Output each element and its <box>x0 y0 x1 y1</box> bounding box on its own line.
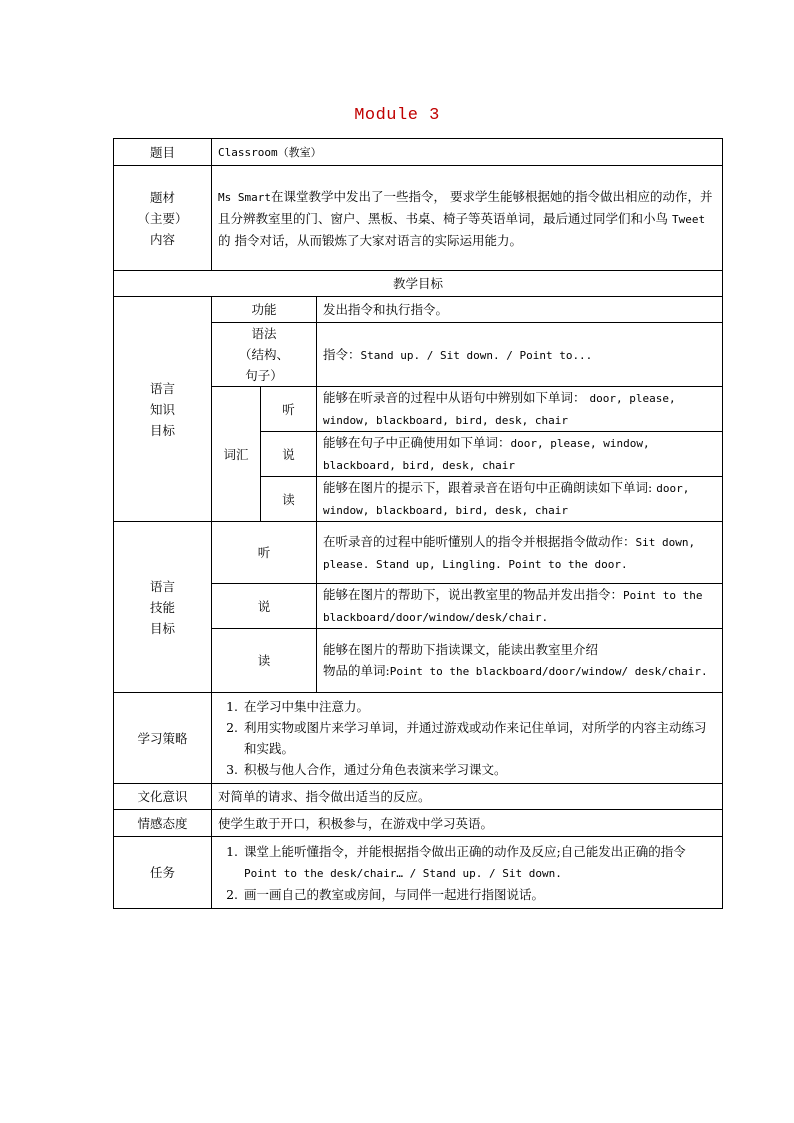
task-label: 任务 <box>114 837 212 909</box>
topic-label: 题目 <box>114 139 212 166</box>
language-skill-label: 语言 技能 目标 <box>114 522 212 693</box>
vocab-listen-value: 能够在听录音的过程中从语句中辨别如下单词： door, please, window, blackboard, bird, desk, chair <box>317 387 723 432</box>
material-label: 题材 （主要） 内容 <box>114 166 212 271</box>
task-item: 1. 课堂上能听懂指令，并能根据指令做出正确的动作及反应;自己能发出正确的指令Point to the desk/chair… / Stand up. / Sit down. <box>242 841 716 884</box>
vocab-read-value: 能够在图片的提示下，跟着录音在语句中正确朗读如下单词: door, window, blackboard, bird, desk, chair <box>317 477 723 522</box>
attitude-row <box>114 810 723 837</box>
function-value: 发出指令和执行指令。 <box>317 297 723 323</box>
vocab-listen-label: 听 <box>261 387 317 432</box>
attitude-label: 情感态度 <box>114 810 212 837</box>
function-label: 功能 <box>212 297 317 323</box>
strategy-label: 学习策略 <box>114 693 212 784</box>
vocab-label: 词汇 <box>212 387 261 522</box>
skill-listen-row <box>114 522 723 584</box>
culture-value: 对简单的请求、指令做出适当的反应。 <box>212 784 723 810</box>
material-row <box>114 166 723 271</box>
document-title: Module 3 <box>354 106 440 125</box>
task-list-cell <box>212 837 723 909</box>
vocab-speak-label: 说 <box>261 432 317 477</box>
strategy-list <box>218 696 716 780</box>
skill-read-value: 能够在图片的帮助下指读课文，能读出教室里介绍 物品的单词:Point to the blackboard/door/window/ desk/chair. <box>317 629 723 693</box>
topic-value: Classroom（教室） <box>212 139 723 166</box>
culture-row <box>114 784 723 810</box>
goals-header-row <box>114 271 723 297</box>
grammar-label: 语法 （结构、 句子） <box>212 323 317 387</box>
strategy-row <box>114 693 723 784</box>
task-item: 2. 画一画自己的教室或房间，与同伴一起进行指图说话。 <box>242 884 716 905</box>
culture-label: 文化意识 <box>114 784 212 810</box>
skill-listen-value: 在听录音的过程中能听懂别人的指令并根据指令做动作：Sit down, please. Stand up, Lingling. Point to the door. <box>317 522 723 584</box>
skill-speak-value: 能够在图片的帮助下，说出教室里的物品并发出指令：Point to the blackboard/door/window/desk/chair. <box>317 584 723 629</box>
language-knowledge-label: 语言 知识 目标 <box>114 297 212 522</box>
goals-header: 教学目标 <box>114 271 723 297</box>
strategy-item: 3. 积极与他人合作，通过分角色表演来学习课文。 <box>242 759 716 780</box>
attitude-value: 使学生敢于开口，积极参与，在游戏中学习英语。 <box>212 810 723 837</box>
skill-read-label: 读 <box>212 629 317 693</box>
lesson-plan-table <box>113 138 723 909</box>
material-content: Ms Smart在课堂教学中发出了一些指令， 要求学生能够根据她的指令做出相应的动作，并且分辨教室里的门、窗户、黑板、书桌、椅子等英语单词，最后通过同学们和小鸟 Tweet 的 指令对话，从而锻炼了大家对语言的实际运用能力。 <box>212 166 723 271</box>
topic-row <box>114 139 723 166</box>
function-row <box>114 297 723 323</box>
skill-listen-label: 听 <box>212 522 317 584</box>
grammar-value: 指令：Stand up. / Sit down. / Point to... <box>317 323 723 387</box>
strategy-item: 2. 利用实物或图片来学习单词，并通过游戏或动作来记住单词，对所学的内容主动练习和实践。 <box>242 717 716 759</box>
strategy-item: 1. 在学习中集中注意力。 <box>242 696 716 717</box>
task-row <box>114 837 723 909</box>
task-list <box>218 841 716 905</box>
vocab-read-label: 读 <box>261 477 317 522</box>
vocab-speak-value: 能够在句子中正确使用如下单词：door, please, window, blackboard, bird, desk, chair <box>317 432 723 477</box>
strategy-list-cell <box>212 693 723 784</box>
skill-speak-label: 说 <box>212 584 317 629</box>
